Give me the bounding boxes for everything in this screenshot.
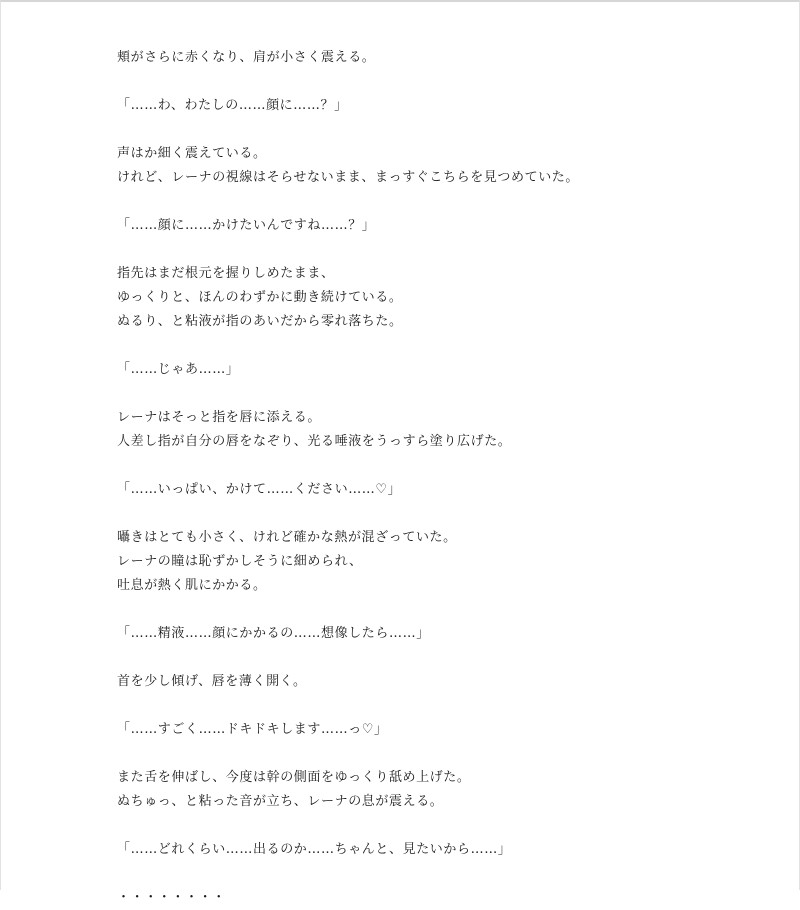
document-body (117, 46, 777, 910)
text-line: また舌を伸ばし、今度は幹の側面をゆっくり舐め上げた。 (117, 770, 471, 785)
text-line: けれど、レーナの視線はそらせないまま、まっすぐこちらを見つめていた。 (117, 170, 580, 185)
text-line: 声はか細く震えている。 (117, 146, 267, 161)
blank-line (117, 70, 777, 94)
dialogue-line: 「……じゃあ……」 (117, 362, 240, 377)
blank-line (117, 862, 777, 886)
text-line: 吐息が熱く肌にかかる。 (117, 578, 267, 593)
text-line: ぬるり、と粘液が指のあいだから零れ落ちた。 (117, 314, 403, 329)
text-line: ぬちゅっ、と粘った音が立ち、レーナの息が震える。 (117, 794, 444, 809)
blank-line (117, 694, 777, 718)
blank-line (117, 502, 777, 526)
blank-line (117, 454, 777, 478)
dialogue-line: 「……いっぱい、かけて……ください……♡」 (117, 482, 402, 497)
text-line: 頬がさらに赤くなり、肩が小さく震える。 (117, 50, 376, 65)
text-line: レーナはそっと指を唇に添える。 (117, 410, 322, 425)
dialogue-line: 「……精液……顔にかかるの……想像したら……」 (117, 626, 430, 641)
blank-line (117, 814, 777, 838)
text-line: 首を少し傾げ、唇を薄く開く。 (117, 674, 307, 689)
text-line: ・・・・・・・・ (117, 890, 226, 905)
text-line: 囁きはとても小さく、けれど確かな熱が混ざっていた。 (117, 530, 457, 545)
text-line: 指先はまだ根元を握りしめたまま、 (117, 266, 335, 281)
dialogue-line: 「……わ、わたしの……顔に……？」 (117, 98, 348, 113)
dialogue-line: 「……顔に……かけたいんですね……？」 (117, 218, 376, 233)
text-line: ゆっくりと、ほんのわずかに動き続けている。 (117, 290, 403, 305)
blank-line (117, 238, 777, 262)
blank-line (117, 598, 777, 622)
blank-line (117, 646, 777, 670)
blank-line (117, 382, 777, 406)
blank-line (117, 118, 777, 142)
blank-line (117, 334, 777, 358)
dialogue-line: 「……どれくらい……出るのか……ちゃんと、見たいから……」 (117, 842, 512, 857)
blank-line (117, 190, 777, 214)
text-line: 人差し指が自分の唇をなぞり、光る唾液をうっすら塗り広げた。 (117, 434, 512, 449)
dialogue-line: 「……すごく……ドキドキします……っ♡」 (117, 722, 388, 737)
text-line: レーナの瞳は恥ずかしそうに細められ、 (117, 554, 363, 569)
blank-line (117, 742, 777, 766)
